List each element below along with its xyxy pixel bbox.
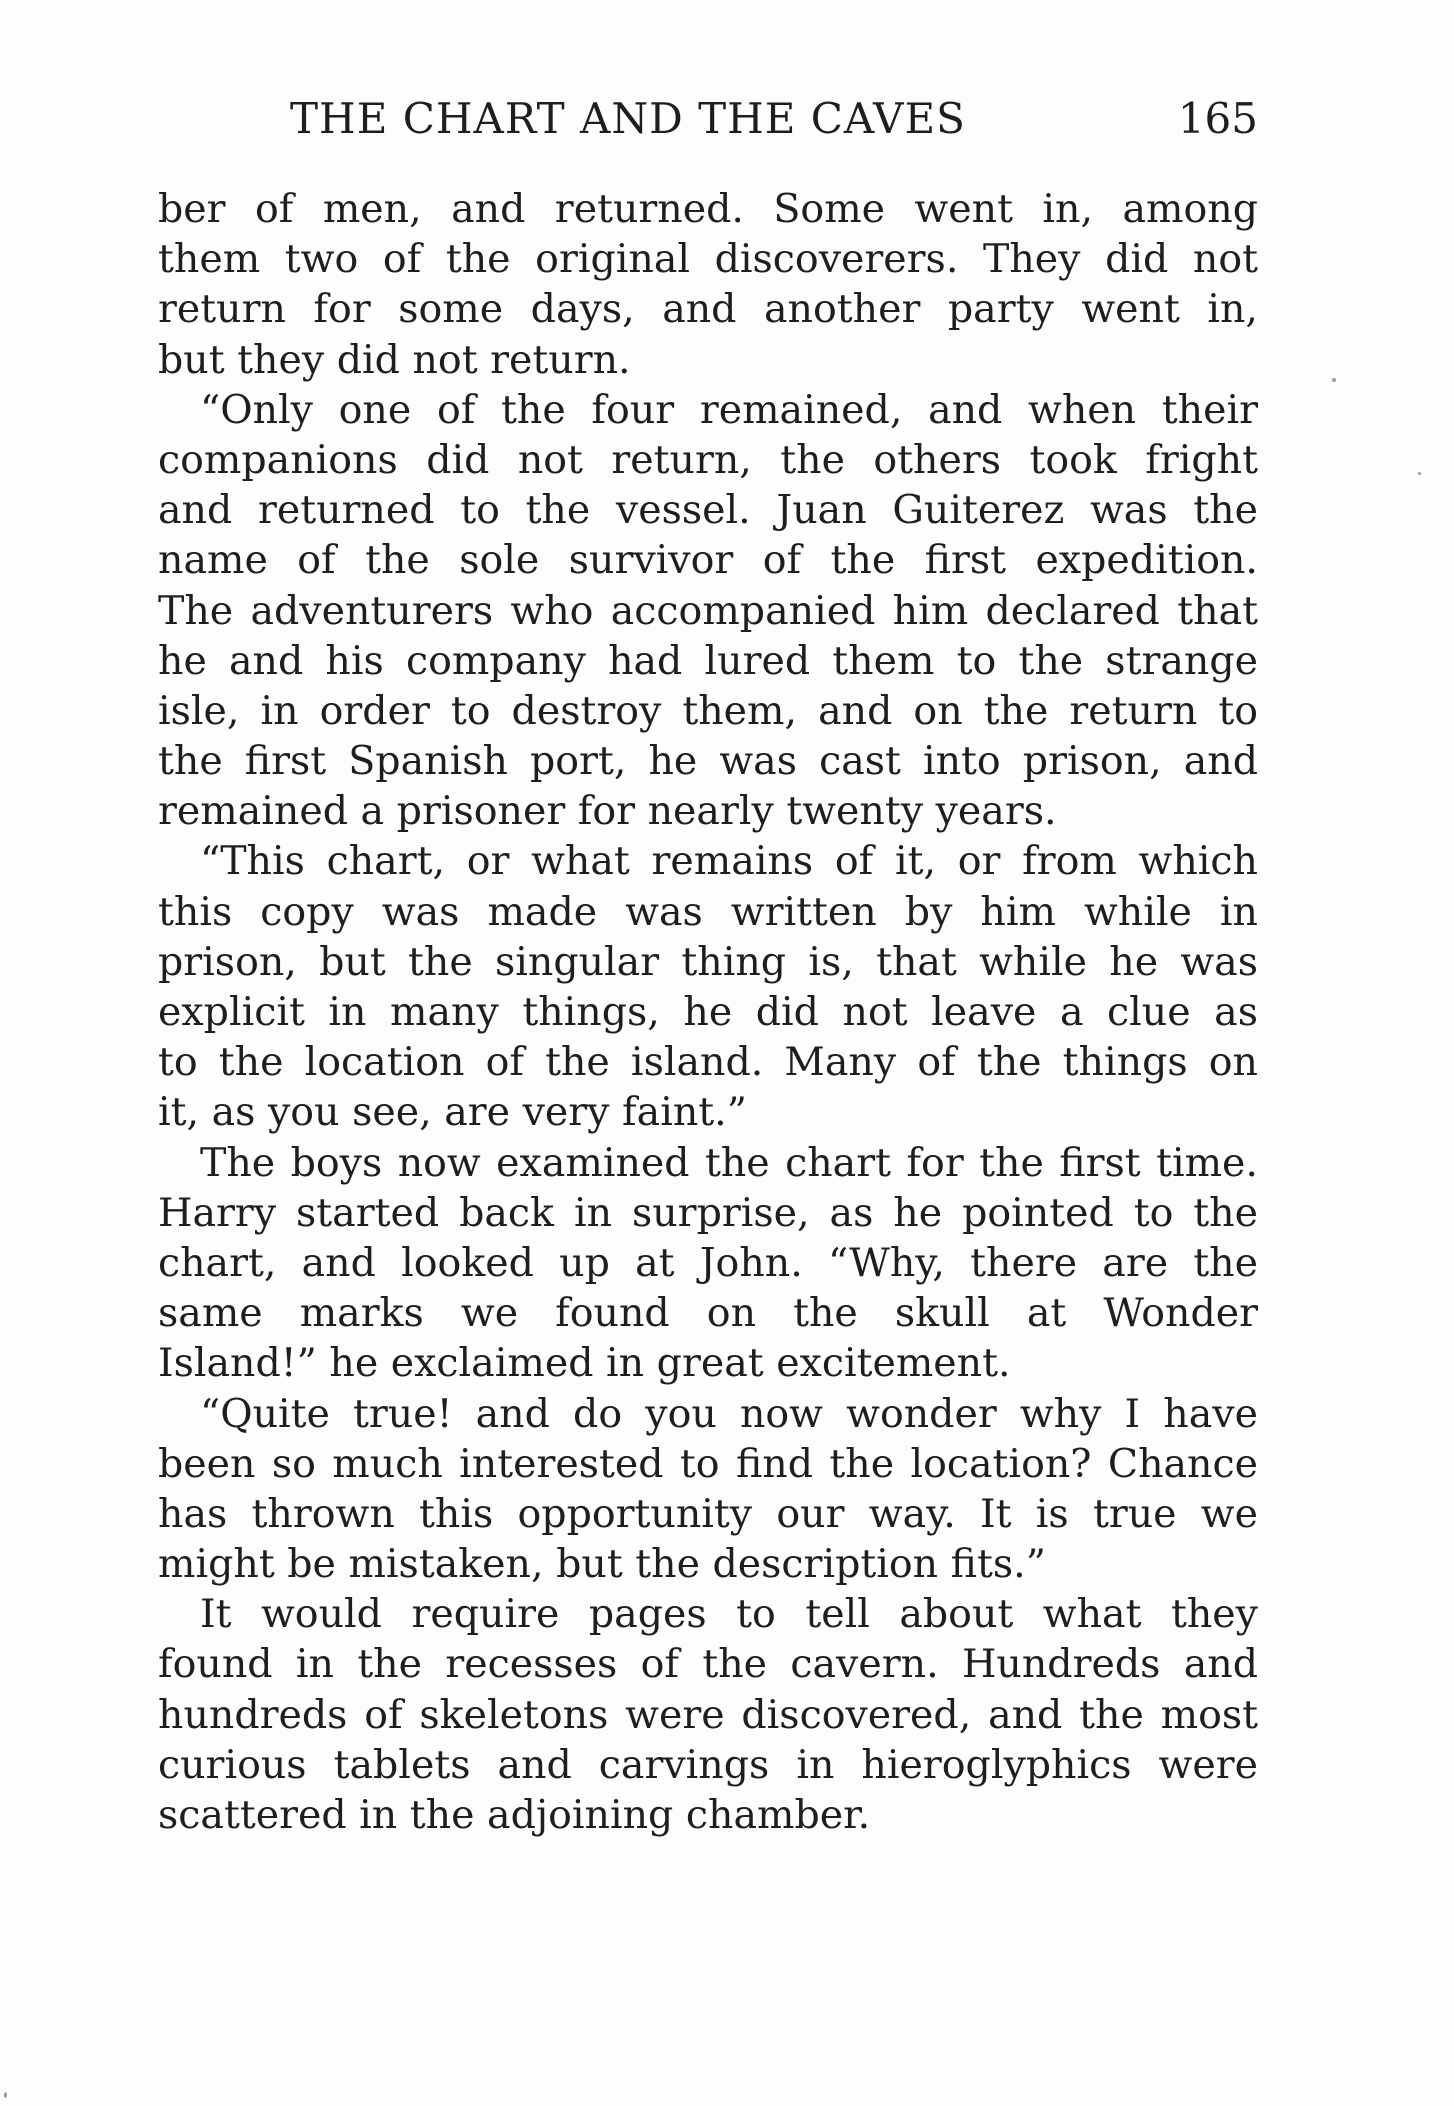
paper-speck: [4, 2092, 7, 2098]
text-line: “This chart, or what remains of it, or from which: [200, 838, 1258, 885]
text-line: prison, but the singular thing is, that while he was: [158, 938, 1258, 985]
text-line: found in the recesses of the cavern. Hundreds and: [158, 1641, 1258, 1688]
text-line: chart, and looked up at John. “Why, there are the: [158, 1239, 1258, 1286]
page-number: 165: [1177, 94, 1258, 143]
text-line: “Quite true! and do you now wonder why I have: [200, 1390, 1258, 1437]
text-line: and returned to the vessel. Juan Guiterez was the: [158, 487, 1258, 534]
running-title: THE CHART AND THE CAVES: [290, 94, 966, 143]
text-line: isle, in order to destroy them, and on the return to: [158, 687, 1258, 734]
text-line: hundreds of skeletons were discovered, and the most: [158, 1691, 1258, 1738]
text-line: The boys now examined the chart for the first time.: [200, 1139, 1258, 1186]
text-line: Harry started back in surprise, as he pointed to the: [158, 1189, 1258, 1236]
paper-speck: [1332, 378, 1336, 382]
text-line: this copy was made was written by him while in: [158, 888, 1258, 935]
text-line: has thrown this opportunity our way. It is true we: [158, 1490, 1258, 1537]
text-line: ber of men, and returned. Some went in, among: [158, 186, 1258, 232]
text-line: explicit in many things, he did not leave a clue as: [158, 989, 1258, 1035]
body-text: [158, 184, 1258, 1840]
text-line: might be mistaken, but the description fits.”: [158, 1541, 1046, 1588]
paper-speck: [1418, 472, 1421, 475]
text-line: return for some days, and another party went in,: [158, 286, 1258, 333]
text-line: The adventurers who accompanied him declared that: [158, 587, 1258, 634]
text-line: them two of the original discoverers. They did not: [158, 236, 1258, 283]
text-line: been so much interested to find the location? Chance: [158, 1440, 1258, 1487]
text-line: “Only one of the four remained, and when their: [200, 386, 1258, 433]
text-line: but they did not return.: [158, 336, 631, 383]
text-line: Island!” he exclaimed in great excitement.: [158, 1340, 1011, 1387]
text-line: the first Spanish port, he was cast into prison, and: [158, 738, 1258, 785]
text-line: companions did not return, the others took fright: [158, 436, 1258, 483]
text-line: same marks we found on the skull at Wonder: [158, 1290, 1258, 1337]
text-line: he and his company had lured them to the strange: [158, 637, 1258, 684]
text-line: curious tablets and carvings in hieroglyphics were: [158, 1741, 1258, 1788]
text-line: to the location of the island. Many of the things on: [158, 1039, 1258, 1086]
text-line: it, as you see, are very faint.”: [158, 1089, 747, 1136]
text-line: scattered in the adjoining chamber.: [158, 1792, 871, 1838]
text-line: remained a prisoner for nearly twenty years.: [158, 788, 1057, 835]
text-line: name of the sole survivor of the first expedition.: [158, 537, 1258, 584]
page-header: [158, 88, 1258, 148]
text-line: It would require pages to tell about what they: [200, 1591, 1258, 1638]
